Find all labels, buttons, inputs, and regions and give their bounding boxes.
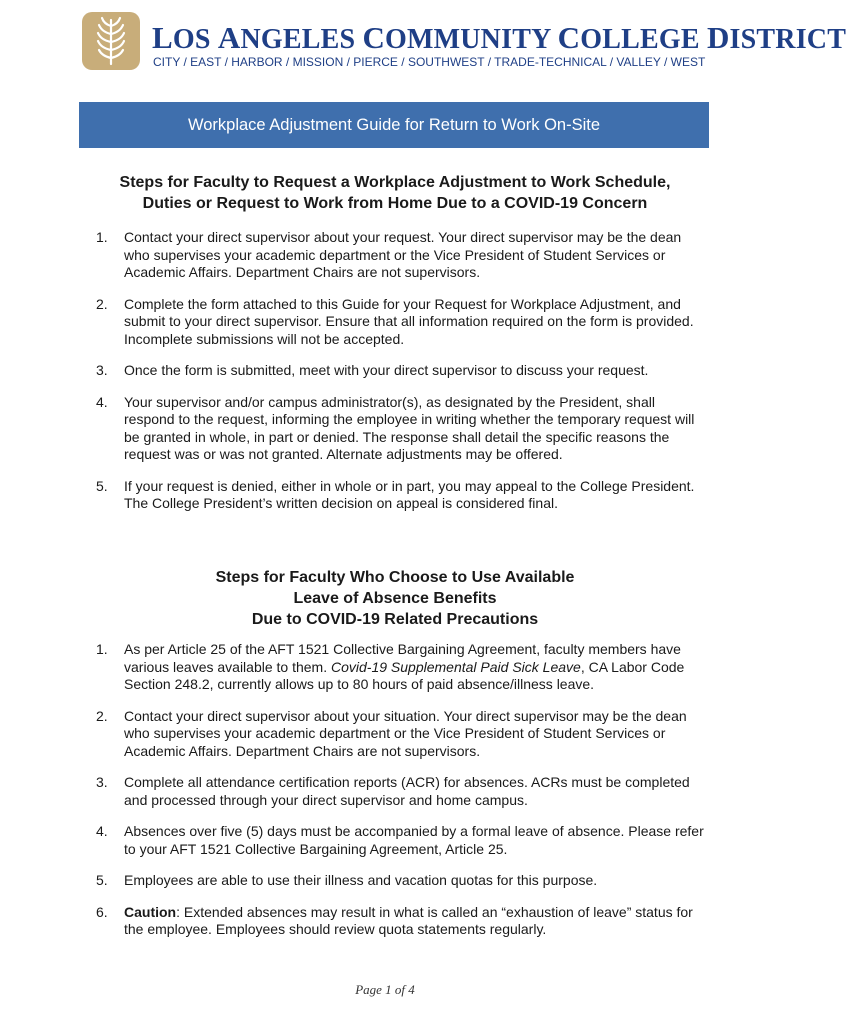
list-item: 5. Employees are able to use their illness and vacation quotas for this purpose.: [96, 872, 598, 888]
section2-heading: [70, 567, 720, 630]
list-item: 4. Absences over five (5) days must be accompanied by a formal leave of absence. Please refer to your AFT 1521 Collective Bargaining Agreement, Article 25.: [96, 823, 704, 857]
section1-heading-line1: Steps for Faculty to Request a Workplace Adjustment to Work Schedule,: [119, 174, 671, 191]
list-item: 1. As per Article 25 of the AFT 1521 Collective Bargaining Agreement, faculty members have various leaves available to them. Covid-19 Supplemental Paid Sick Leave, CA Labor Code Section 248.2, currently allows up to 80 hours of paid absence/illness leave.: [96, 641, 685, 692]
caution-label: Caution: [124, 903, 177, 920]
list-item: 4. Your supervisor and/or campus administrator(s), as designated by the President, shall respond to the request, informing the employee in writing whether the temporary request will be granted in whole, in part or denied. The response shall detail the specific reasons the request was or was not granted. Alternate adjustments may be offered.: [96, 393, 695, 462]
section1-heading-line2: Duties or Request to Work from Home Due to a COVID-19 Concern: [142, 195, 648, 212]
guide-title-banner: Workplace Adjustment Guide for Return to Work On-Site: [79, 102, 709, 148]
district-name: LOS ANGELES COMMUNITY COLLEGE DISTRICT: [152, 20, 846, 55]
list-item: 2. Complete the form attached to this Guide for your Request for Workplace Adjustment, and submit to your direct supervisor. Ensure that all information required on the form is provided. Incomplete submissions will not be accepted.: [96, 295, 694, 347]
section2-heading-line2: Leave of Absence Benefits: [293, 590, 497, 607]
section1-heading: [70, 172, 720, 214]
paid-sick-leave-term: Covid-19 Supplemental Paid Sick Leave: [331, 658, 581, 675]
list-item: 1. Contact your direct supervisor about your request. Your direct supervisor may be the dean who supervises your academic department or the Vice President of Student Services or Academic Affairs. Department Chairs are not supervisors.: [96, 229, 682, 280]
college-list: CITY / EAST / HARBOR / MISSION / PIERCE / SOUTHWEST / TRADE-TECHNICAL / VALLEY / WEST: [153, 55, 706, 69]
list-item: 3. Complete all attendance certification reports (ACR) for absences. ACRs must be completed and processed through your direct supervisor and home campus.: [96, 774, 690, 808]
section2-heading-line1: Steps for Faculty Who Choose to Use Available: [215, 569, 575, 586]
page-number: Page 1 of 4: [355, 982, 415, 997]
list-item: 3. Once the form is submitted, meet with your direct supervisor to discuss your request.: [96, 362, 649, 378]
list-item: 2. Contact your direct supervisor about your situation. Your direct supervisor may be the dean who supervises your academic department or the Vice President of Student Services or Academic Affairs. Department Chairs are not supervisors.: [96, 707, 687, 759]
wheat-logo-icon: [82, 12, 140, 70]
list-item: 6. Caution: Extended absences may result in what is called an “exhaustion of leave” status for the employee. Employees should review quota statements regularly.: [96, 903, 693, 937]
list-item: 5. If your request is denied, either in whole or in part, you may appeal to the College President. The College President’s written decision on appeal is considered final.: [96, 477, 695, 511]
section1-steps-list: [96, 229, 708, 527]
district-header: [82, 12, 846, 72]
section2-steps-list: [96, 641, 708, 953]
section2-heading-line3: Due to COVID-19 Related Precautions: [251, 611, 539, 628]
